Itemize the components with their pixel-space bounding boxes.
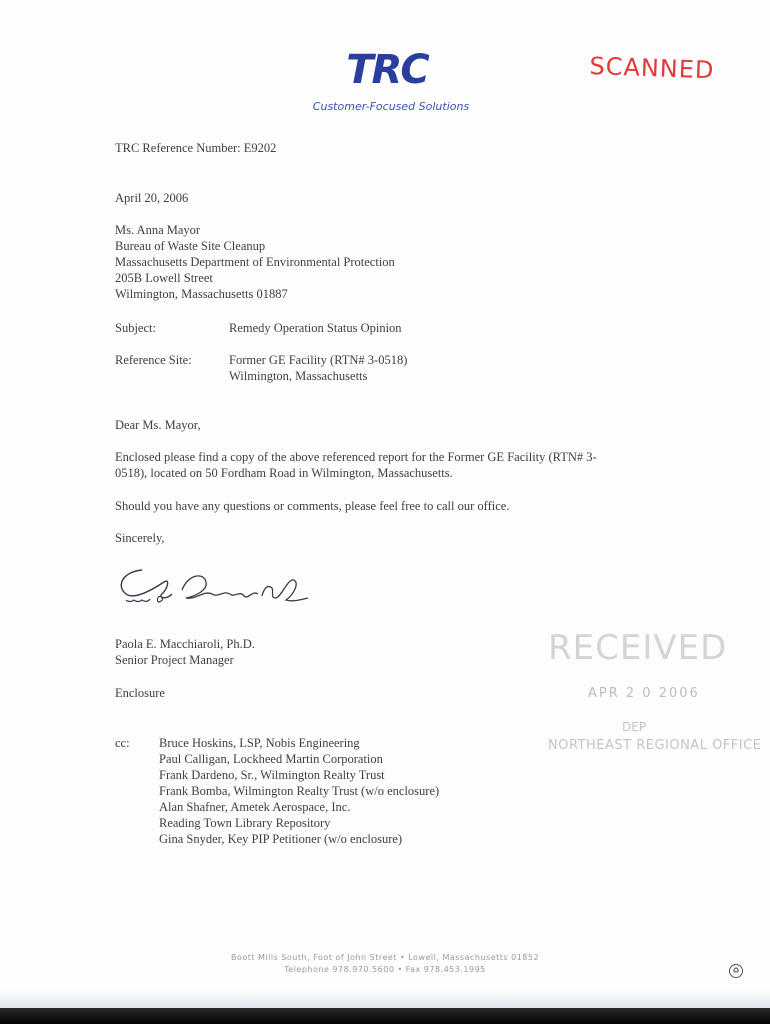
reference-site-label: Reference Site: xyxy=(115,353,192,367)
received-office: NORTHEAST REGIONAL OFFICE xyxy=(548,738,762,753)
cc-name: Reading Town Library Repository xyxy=(159,816,331,830)
reference-number: TRC Reference Number: E9202 xyxy=(115,141,277,155)
cc-name: Alan Shafner, Ametek Aerospace, Inc. xyxy=(159,800,351,814)
recipient-line: 205B Lowell Street xyxy=(115,271,213,285)
letter-date: April 20, 2006 xyxy=(115,191,189,205)
paragraph-line: Enclosed please find a copy of the above referenced report for the Former GE Facility (RTN# 3- xyxy=(115,450,597,464)
subject-label: Subject: xyxy=(115,321,156,335)
recipient-line: Wilmington, Massachusetts 01887 xyxy=(115,287,288,301)
scanned-stamp: SCANNED xyxy=(589,52,715,85)
received-stamp: RECEIVED xyxy=(548,628,728,668)
received-dep: DEP xyxy=(622,720,647,734)
paragraph: Should you have any questions or comments, please feel free to call our office. xyxy=(115,499,510,513)
recipient-name: Ms. Anna Mayor xyxy=(115,223,201,237)
recipient-line: Massachusetts Department of Environmental Protection xyxy=(115,255,395,269)
signature xyxy=(112,560,312,616)
scan-edge xyxy=(0,1008,770,1024)
signer-name: Paola E. Macchiaroli, Ph.D. xyxy=(115,637,255,651)
logo-tagline: Customer-Focused Solutions xyxy=(312,100,470,113)
recycle-icon: ♻ xyxy=(729,964,743,978)
recipient-line: Bureau of Waste Site Cleanup xyxy=(115,239,266,253)
scan-shadow xyxy=(0,990,770,1008)
enclosure-note: Enclosure xyxy=(115,686,165,700)
cc-name: Gina Snyder, Key PIP Petitioner (w/o enclosure) xyxy=(159,832,403,846)
cc-name: Frank Bomba, Wilmington Realty Trust (w/o enclosure) xyxy=(159,784,440,798)
footer-phone: Telephone 978.970.5600 • Fax 978.453.1995 xyxy=(284,965,486,974)
subject-value: Remedy Operation Status Opinion xyxy=(229,321,402,335)
cc-name: Bruce Hoskins, LSP, Nobis Engineering xyxy=(159,736,360,750)
salutation: Dear Ms. Mayor, xyxy=(115,418,201,432)
reference-site-line: Former GE Facility (RTN# 3-0518) xyxy=(229,353,408,367)
paragraph-line: 0518), located on 50 Fordham Road in Wilmington, Massachusetts. xyxy=(115,466,453,480)
trc-logo: TRC xyxy=(346,47,428,93)
reference-site-line: Wilmington, Massachusetts xyxy=(229,369,368,383)
footer-address: Boott Mills South, Foot of John Street • Lowell, Massachusetts 01852 xyxy=(230,953,540,962)
cc-label: cc: xyxy=(115,736,130,750)
signer-title: Senior Project Manager xyxy=(115,653,234,667)
closing: Sincerely, xyxy=(115,531,165,545)
cc-name: Paul Calligan, Lockheed Martin Corporation xyxy=(159,752,383,766)
cc-name: Frank Dardeno, Sr., Wilmington Realty Trust xyxy=(159,768,385,782)
received-date: APR 2 0 2006 xyxy=(588,686,700,701)
